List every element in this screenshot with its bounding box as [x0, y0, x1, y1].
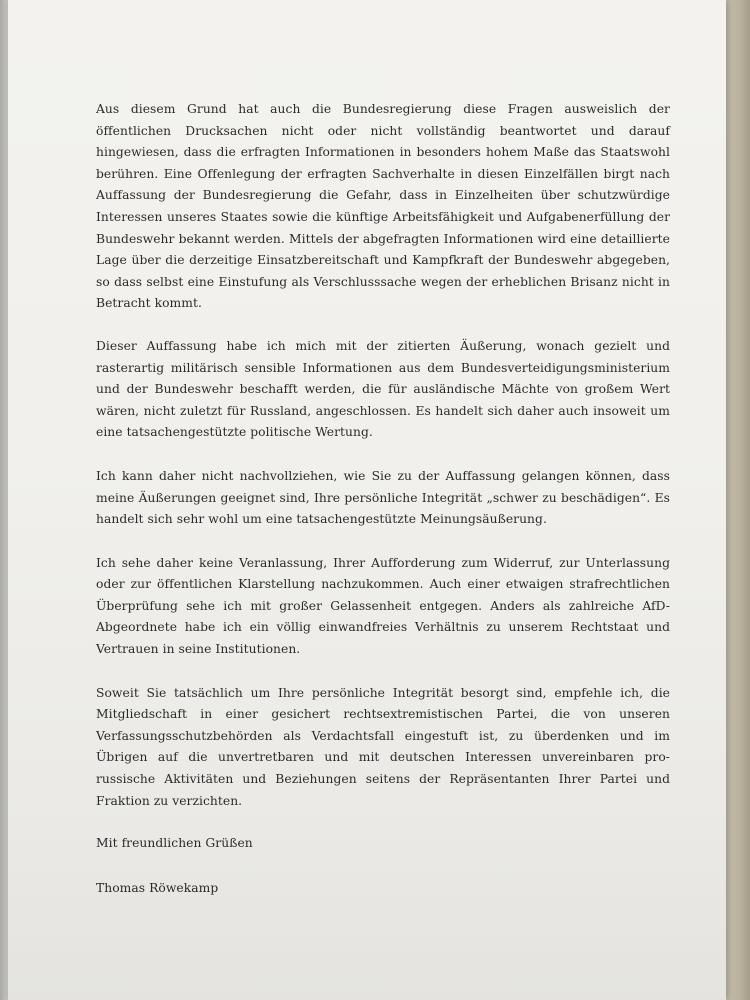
- paragraph-meinungsaeusserung: Ich kann daher nicht nachvollziehen, wie Sie zu der Auffassung gelangen können, dass meine Äußerungen geeignet sind, Ihre persönliche Integrität „schwer zu beschädigen“. Es handelt sich sehr wohl um eine tatsachengestützte Meinungsäußerung.: [96, 468, 670, 527]
- letter-page: [8, 0, 726, 1000]
- letter-body: [96, 99, 670, 899]
- right-paper-edge: [724, 0, 750, 1000]
- signature-name: Thomas Röwekamp: [96, 880, 219, 895]
- closing-greeting: Mit freundlichen Grüßen: [96, 836, 253, 851]
- paragraph-integritaet: Soweit Sie tatsächlich um Ihre persönliche Integrität besorgt sind, empfehle ich, die Mitgliedschaft in einer gesichert rechtsextremistischen Partei, die von unseren Verfassungsschutzbehörden als Verdachtsfall eingestuft ist, zu überdenken und im Übrigen auf die unvertretbaren und mit deutschen Interessen unvereinbaren pro-russische Aktivitäten und Beziehungen seitens der Repräsentanten Ihrer Partei und Fraktion zu verzichten.: [96, 685, 670, 808]
- paragraph-auffassung: Dieser Auffassung habe ich mich mit der zitierten Äußerung, wonach gezielt und rasterartig militärisch sensible Informationen aus dem Bundesverteidigungsministerium und der Bundeswehr beschafft werden, die für ausländische Mächte von großem Wert wären, nicht zuletzt für Russland, angeschlossen. Es handelt sich daher auch insoweit um eine tatsachengestützte politische Wertung.: [96, 338, 670, 440]
- paragraph-widerruf: Ich sehe daher keine Veranlassung, Ihrer Aufforderung zum Widerruf, zur Unterlassung oder zur öffentlichen Klarstellung nachzukommen. Auch einer etwaigen strafrechtlichen Überprüfung sehe ich mit großer Gelassenheit entgegen. Anders als zahlreiche AfD-Abgeordnete habe ich ein völlig einwandfreies Verhältnis zu unserem Rechtstaat und Vertrauen in seine Institutionen.: [96, 555, 670, 657]
- paragraph-staatswohl: Aus diesem Grund hat auch die Bundesregierung diese Fragen ausweislich der öffentlichen Drucksachen nicht oder nicht vollständig beantwortet und darauf hingewiesen, dass die erfragten Informationen in besonders hohem Maße das Staatswohl berühren. Eine Offenlegung der erfragten Sachverhalte in diesen Einzelfällen birgt nach Auffassung der Bundesregierung die Gefahr, dass in Einzelheiten über schutzwürdige Interessen unseres Staates sowie die künftige Arbeitsfähigkeit und Aufgabenerfüllung der Bundeswehr bekannt werden. Mittels der abgefragten Informationen wird eine detaillierte Lage über die derzeitige Einsatzbereitschaft und Kampfkraft der Bundeswehr abgegeben, so dass selbst eine Einstufung als Verschlusssache wegen der erheblichen Brisanz nicht in Betracht kommt.: [96, 102, 670, 311]
